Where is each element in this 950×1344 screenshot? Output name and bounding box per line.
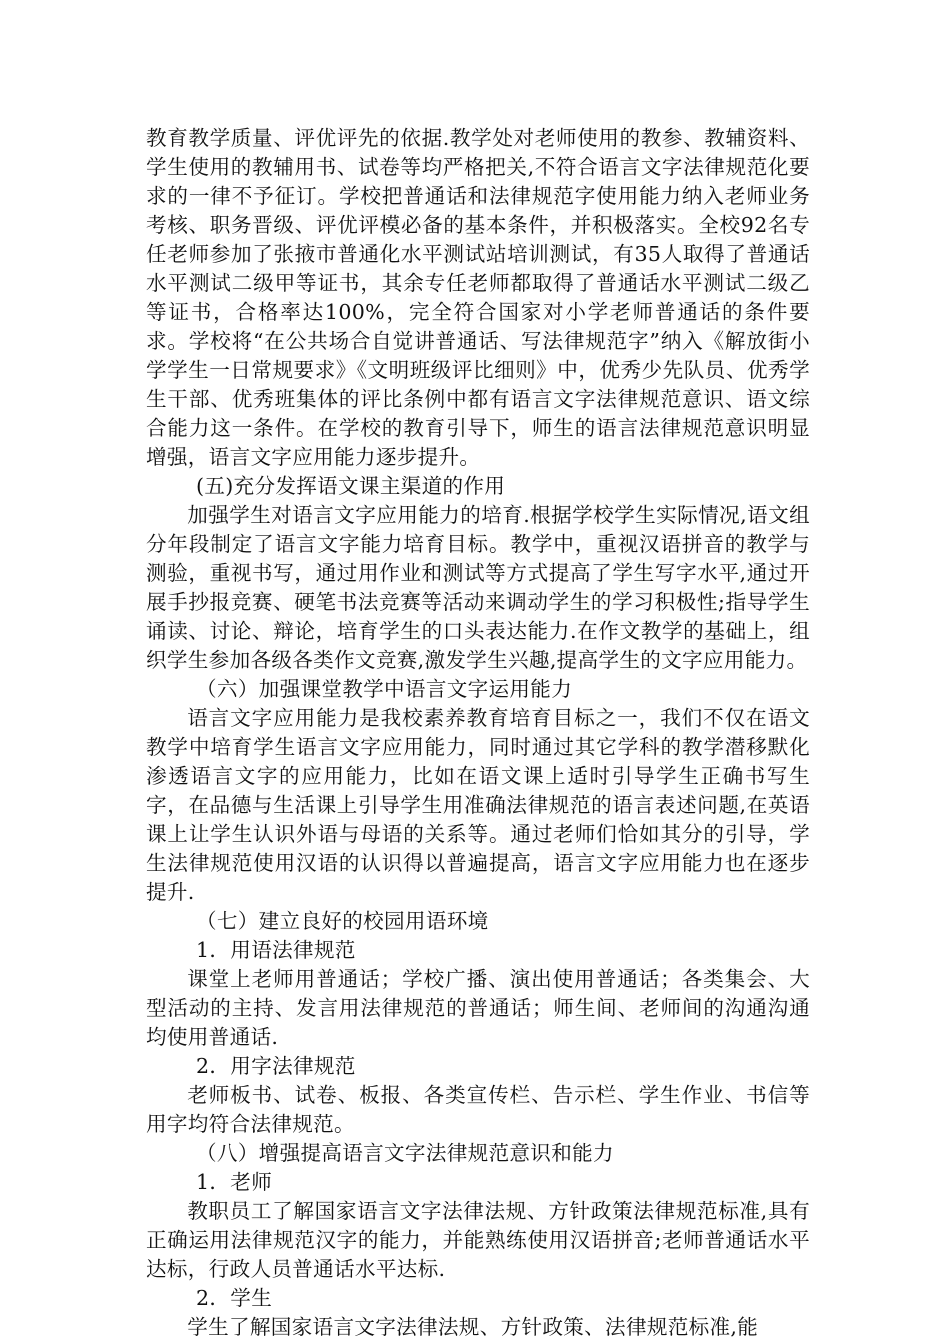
subheading-8-2: 2．学生	[196, 1286, 273, 1310]
section-heading-8: （八）增强提高语言文字法律规范意识和能力	[196, 1141, 614, 1165]
subheading-8-1: 1．老师	[196, 1170, 273, 1194]
section-heading-6: （六）加强课堂教学中语言文字运用能力	[196, 677, 573, 701]
paragraph-section-6: 语言文字应用能力是我校素养教育培育目标之一，我们不仅在语文教学中培育学生语言文字应用能力，同时通过其它学科的教学潜移默化渗透语言文字的应用能力，比如在语文课上适时引导学生正确书写生字，在品德与生活课上引导学生用准确法律规范的语言表述问题,在英语课上让学生认识外语与母语的关系等。通过老师们恰如其分的引导，学生法律规范使用汉语的认识得以普遍提高，语言文字应用能力也在逐步提升.	[146, 706, 810, 904]
paragraph-continued: 教育教学质量、评优评先的依据.教学处对老师使用的教参、教辅资料、学生使用的教辅用书、试卷等均严格把关,不符合语言文字法律规范化要求的一律不予征订。学校把普通话和法律规范字使用能力纳入老师业务考核、职务晋级、评优评模必备的基本条件，并积极落实。全校92名专任老师参加了张掖市普通化水平测试站培训测试，有35人取得了普通话水平测试二级甲等证书，其余专任老师都取得了普通话水平测试二级乙等证书，合格率达100%，完全符合国家对小学老师普通话的条件要求。学校将“在公共场合自觉讲普通话、写法律规范字”纳入《解放街小学学生一日常规要求》《文明班级评比细则》中，优秀少先队员、优秀学生干部、优秀班集体的评比条例中都有语言文字法律规范意识、语文综合能力这一条件。在学校的教育引导下，师生的语言法律规范意识明显增强，语言文字应用能力逐步提升。	[146, 126, 810, 469]
subheading-7-1: 1．用语法律规范	[196, 938, 356, 962]
paragraph-8-2: 学生了解国家语言文字法律法规、方针政策、法律规范标准,能	[187, 1315, 759, 1339]
section-heading-5: (五)充分发挥语文课主渠道的作用	[196, 474, 506, 498]
section-heading-7: （七）建立良好的校园用语环境	[196, 909, 489, 933]
document-body	[146, 124, 810, 1342]
paragraph-section-5: 加强学生对语言文字应用能力的培育.根据学校学生实际情况,语文组分年段制定了语言文字能力培育目标。教学中，重视汉语拼音的教学与测验，重视书写，通过用作业和测试等方式提高了学生写字水平,通过开展手抄报竞赛、硬笔书法竞赛等活动来调动学生的学习积极性;指导学生诵读、讨论、辩论，培育学生的口头表达能力.在作文教学的基础上，组织学生参加各级各类作文竞赛,激发学生兴趣,提高学生的文字应用能力。	[146, 503, 810, 672]
paragraph-7-1: 课堂上老师用普通话；学校广播、演出使用普通话；各类集会、大型活动的主持、发言用法律规范的普通话；师生间、老师间的沟通沟通均使用普通话.	[146, 967, 810, 1049]
paragraph-8-1: 教职员工了解国家语言文字法律法规、方针政策法律规范标准,具有正确运用法律规范汉字的能力，并能熟练使用汉语拼音;老师普通话水平达标，行政人员普通话水平达标.	[146, 1199, 810, 1281]
subheading-7-2: 2．用字法律规范	[196, 1054, 356, 1078]
paragraph-7-2: 老师板书、试卷、板报、各类宣传栏、告示栏、学生作业、书信等用字均符合法律规范。	[146, 1083, 810, 1136]
